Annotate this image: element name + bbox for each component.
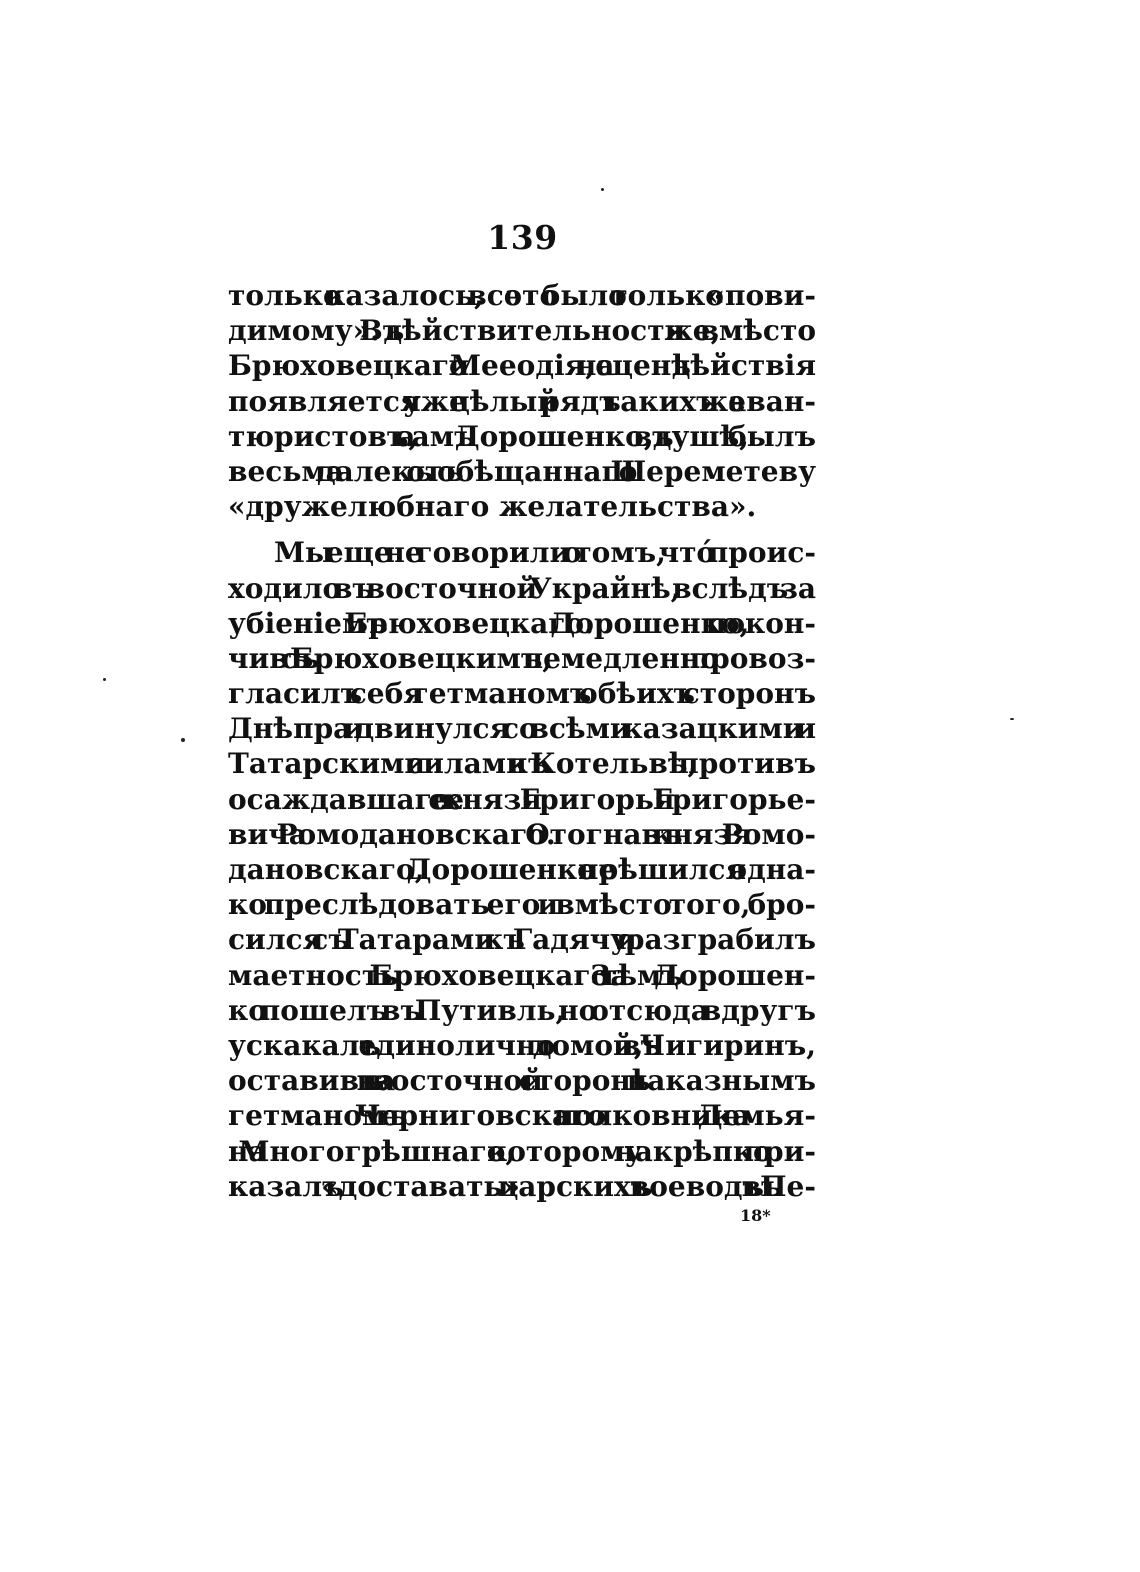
text-line: осаждавшаго ее князя Григорья Григорье-: [228, 782, 816, 816]
text-line: ускакалъ единолично домой, въ Чигиринъ,: [228, 1028, 816, 1062]
text-line: ко преслѣдовать его и вмѣсто того, бро-: [228, 888, 816, 922]
signature-mark: 18*: [740, 1206, 771, 1225]
scan-speck: [181, 738, 185, 742]
text-line: Брюховецкаго и Мееодія, на сценѣ дѣйствія: [228, 349, 816, 383]
text-line: дановскаго, Дорошенко не рѣшился одна-: [228, 853, 816, 886]
text-line: только казалось, все это было только «пови-: [228, 279, 816, 312]
body-text: [228, 278, 816, 1204]
text-line: ходило въ восточной Украйнѣ, вслѣдъ за: [228, 571, 816, 605]
page-number: 139: [487, 218, 558, 257]
text-line: вича Ромодановскаго. Отогнавъ князя Ромо-: [228, 817, 816, 851]
paragraph-gap: [228, 524, 816, 535]
text-line: казалъ «доставать» царскихъ воеводъ въ Пе-: [228, 1169, 816, 1203]
text-line: «дружелюбнаго желательства».: [228, 490, 757, 524]
text-line: Мы еще не говорили о томъ, что́ проис-: [274, 536, 816, 570]
text-line: чивъ съ Брюховецкимъ, немедленно провоз-: [228, 641, 816, 675]
scan-speck: [103, 678, 106, 681]
text-line: ко пошелъ въ Путивль, но отсюда вдругъ: [228, 993, 816, 1027]
text-line: гетманомъ Черниговскаго полковника Демья-: [228, 1099, 816, 1133]
text-line: оставивъ на восточной сторонѣ наказнымъ: [228, 1064, 816, 1098]
text-line: тюристовъ, а самъ Дорошенко, въ душѣ, былъ: [228, 419, 816, 453]
text-line: убіеніемъ Брюховецкаго. Дорошенко, покон-: [228, 606, 816, 640]
text-line: Татарскими силами къ Котельвѣ, противъ: [228, 747, 816, 781]
text-line: димому». Въ дѣйствительности же, вмѣсто: [228, 314, 816, 348]
text-line: Днѣпра и двинулся со всѣми казацкими и: [228, 712, 816, 746]
text-line: маетность Брюховецкаго. За тѣмъ Дорошен-: [228, 958, 816, 992]
scan-speck: [1010, 718, 1014, 720]
text-line: на Многогрѣшнаго, которому накрѣпко при-: [228, 1134, 816, 1168]
scan-speck: [601, 188, 604, 191]
text-line: сился съ Татарами къ Гадячу и разграбилъ: [228, 923, 816, 957]
text-line: появляется уже цѣлый рядъ такихъ же аван-: [228, 384, 816, 418]
text-line: весьма далекъ отъ обѣщаннаго Шереметеву: [228, 454, 816, 488]
text-line: гласилъ себя гетманомъ обѣихъ сторонъ: [228, 677, 816, 711]
